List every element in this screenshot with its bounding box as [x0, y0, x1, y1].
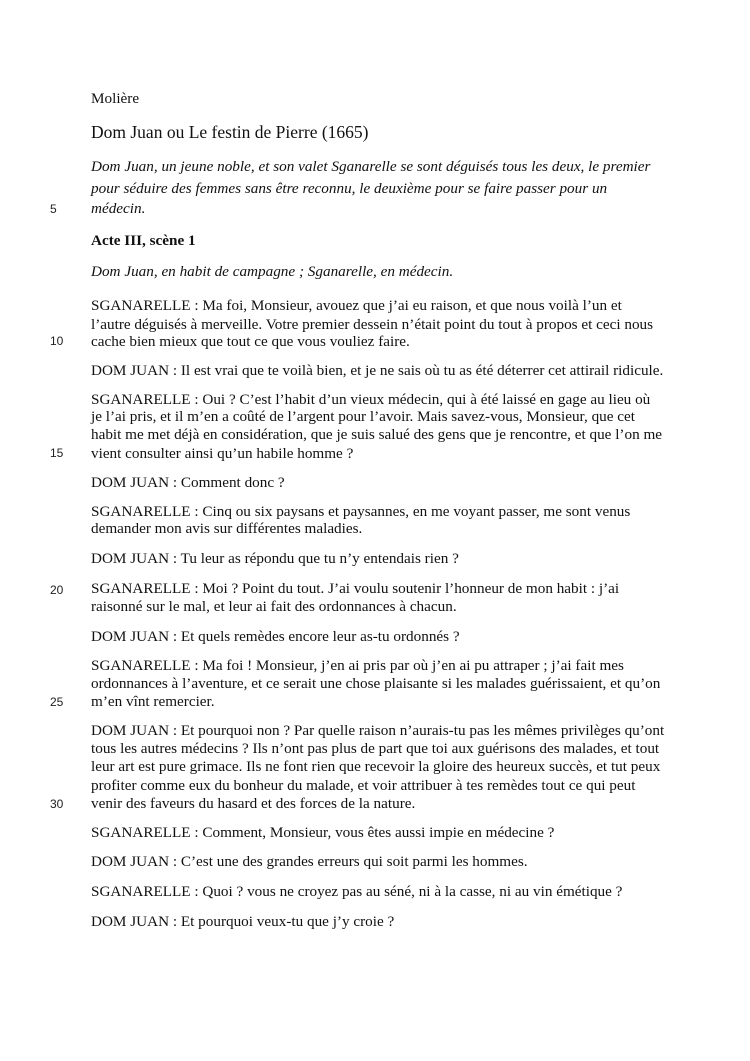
- author: Molière: [91, 90, 140, 107]
- dialogue-line: m’en vînt remercier.: [91, 693, 215, 710]
- line-number: 30: [50, 797, 64, 811]
- dialogue-line: SGANARELLE : Comment, Monsieur, vous êtes aussi impie en médecine ?: [91, 824, 555, 841]
- dialogue-line: SGANARELLE : Oui ? C’est l’habit d’un vieux médecin, qui à été laissé en gage au lieu où: [91, 391, 651, 408]
- dialogue-line: vient consulter ainsi qu’un habile homme ?: [91, 445, 354, 462]
- line-number: 10: [50, 334, 64, 348]
- dialogue-line: SGANARELLE : Moi ? Point du tout. J’ai voulu soutenir l’honneur de mon habit : j’ai: [91, 580, 620, 597]
- dialogue-line: DOM JUAN : Comment donc ?: [91, 474, 285, 491]
- dialogue-line: je l’ai pris, et il m’en a coûté de l’argent pour l’avoir. Mais savez-vous, Monsieur, que cet: [91, 408, 636, 425]
- dialogue-line: habit me met déjà en considération, que je suis salué des gens que je rencontre, et que l’on me: [91, 426, 663, 443]
- scene-heading: Acte III, scène 1: [91, 232, 196, 249]
- play-title: Dom Juan ou Le festin de Pierre (1665): [91, 122, 369, 142]
- dialogue-line: demander mon avis sur différentes maladies.: [91, 520, 363, 537]
- dialogue-line: SGANARELLE : Quoi ? vous ne croyez pas au séné, ni à la casse, ni au vin émétique ?: [91, 883, 623, 900]
- line-number: 5: [50, 202, 57, 216]
- dialogue-line: leur art est pure grimace. Ils ne font rien que recevoir la gloire des heureux succès, et tut peux: [91, 758, 661, 775]
- dialogue-line: venir des faveurs du hasard et des forces de la nature.: [91, 795, 416, 812]
- dialogue-line: tous les autres médecins ? Ils n’ont pas plus de part que toi aux guérisons des malades, et tout: [91, 740, 660, 757]
- dialogue-line: profiter comme eux du bonheur du malade, et voir attribuer à tes remèdes tout ce qui peut: [91, 777, 636, 794]
- dialogue-line: DOM JUAN : Et quels remèdes encore leur as-tu ordonnés ?: [91, 628, 460, 645]
- dialogue-line: DOM JUAN : Et pourquoi non ? Par quelle raison n’aurais-tu pas les mêmes privilèges qu’ont: [91, 722, 665, 739]
- dialogue-line: ordonnances à l’aventure, et ce serait une chose plaisante si les malades guérissaient, et qu’on: [91, 675, 661, 692]
- dialogue-line: raisonné sur le mal, et leur ai fait des ordonnances à chacun.: [91, 598, 457, 615]
- line-number: 20: [50, 583, 64, 597]
- dialogue-line: SGANARELLE : Ma foi, Monsieur, avouez que j’ai eu raison, et que nous voilà l’un et: [91, 297, 622, 314]
- dialogue-line: SGANARELLE : Ma foi ! Monsieur, j’en ai pris par où j’en ai pu attraper ; j’ai fait mes: [91, 657, 624, 674]
- dialogue-line: DOM JUAN : Tu leur as répondu que tu n’y entendais rien ?: [91, 550, 459, 567]
- dialogue-line: DOM JUAN : Et pourquoi veux-tu que j’y croie ?: [91, 913, 395, 930]
- dialogue-line: cache bien mieux que tout ce que vous vouliez faire.: [91, 333, 410, 350]
- dialogue-line: SGANARELLE : Cinq ou six paysans et paysannes, en me voyant passer, me sont venus: [91, 503, 631, 520]
- intro-line: pour séduire des femmes sans être reconnu, le deuxième pour se faire passer pour un: [91, 180, 608, 197]
- line-number: 15: [50, 446, 64, 460]
- dialogue-line: l’autre déguisés à merveille. Votre premier dessein n’était point du tout à propos et ceci nous: [91, 316, 654, 333]
- dialogue-line: DOM JUAN : C’est une des grandes erreurs qui soit parmi les hommes.: [91, 853, 528, 870]
- intro-line: médecin.: [91, 200, 146, 217]
- line-number: 25: [50, 695, 64, 709]
- intro-line: Dom Juan, un jeune noble, et son valet Sganarelle se sont déguisés tous les deux, le premier: [91, 158, 651, 175]
- dialogue-line: DOM JUAN : Il est vrai que te voilà bien, et je ne sais où tu as été déterrer cet attirail ridicule.: [91, 362, 664, 379]
- stage-direction: Dom Juan, en habit de campagne ; Sganarelle, en médecin.: [91, 263, 454, 280]
